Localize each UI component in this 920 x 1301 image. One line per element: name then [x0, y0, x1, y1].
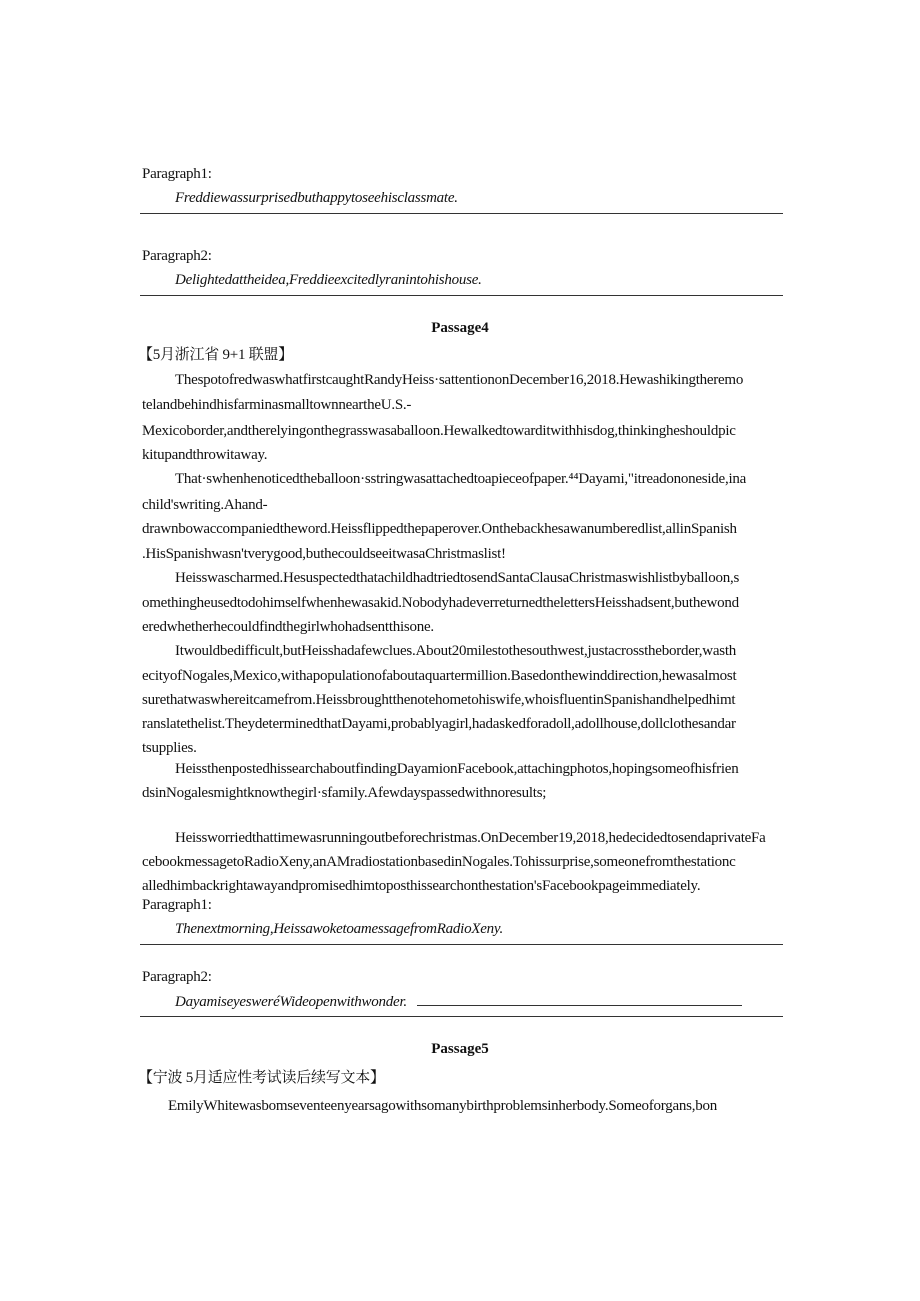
passage4-text-line: Heisswascharmed.HesuspectedthatachildhadtriedtosendSantaClausaChristmaswishlistbyballoon,s [175, 570, 740, 586]
passage4-text-line: .HisSpanishwasn'tverygood,buthecouldseeitwasaChristmaslist! [142, 546, 506, 562]
passage4-text-line: dsinNogalesmightknowthegirl·sfamily.Afewdayspassedwithnoresults; [142, 785, 547, 801]
passage4-text-line: cebookmessagetoRadioXeny,anAMradiostationbasedinNogales.Tohissurprise,someonefromthestationc [142, 854, 736, 870]
passage4-text-line: child'swriting.Ahand- [142, 497, 268, 513]
prev-paragraph1-label: Paragraph1: [142, 166, 212, 182]
passage4-text-line: Itwouldbedifficult,butHeisshadafewclues.About20milestothesouthwest,justacrosstheborder,wasth [175, 643, 737, 659]
passage4-paragraph2-label: Paragraph2: [142, 969, 212, 985]
passage4-paragraph1-text: Thenextmorning,HeissawoketoamessagefromRadioXeny. [175, 921, 503, 937]
passage5-title: Passage5 [431, 1041, 489, 1057]
passage5-line: EmilyWhitewasbomseventeenyearsagowithsomanybirthproblemsinherbody.Someoforgans,bon [168, 1098, 717, 1114]
prev-paragraph2-label: Paragraph2: [142, 248, 212, 264]
passage4-text-line: kitupandthrowitaway. [142, 447, 268, 463]
passage4-text-line: drawnbowaccompaniedtheword.Heissflippedthepaperover.Onthebackhesawanumberedlist,allinSpanish [142, 521, 737, 537]
passage5-source: 【宁波 5月适应性考试读后续写文本】 [138, 1070, 385, 1086]
passage4-text-line: surethatwaswhereitcamefrom.Heissbroughtthenotehometohiswife,whoisfluentinSpanishandhelpedhimt [142, 692, 736, 708]
passage4-text-line: eredwhetherhecouldfindthegirlwhohadsentthisone. [142, 619, 434, 635]
passage4-paragraph1-label: Paragraph1: [142, 897, 212, 913]
passage4-text-line: ranslatethelist.TheydeterminedthatDayami,probablyagirl,hadaskedforadoll,adollhouse,dollclothesandar [142, 716, 736, 732]
answer-rule [140, 944, 783, 945]
passage4-text-line: Heissworriedthattimewasrunningoutbeforechristmas.OnDecember19,2018,hedecidedtosendaprivateFa [175, 830, 766, 846]
answer-rule [140, 1016, 783, 1017]
passage4-text-line: omethingheusedtodohimselfwhenhewasakid.NobodyhadeverreturnedthelettersHeisshadsent,buthewond [142, 595, 739, 611]
passage4-text-line: telandbehindhisfarminasmalltownneartheU.S.- [142, 397, 412, 413]
passage4-text-line: alledhimbackrightawayandpromisedhimtoposthissearchonthestation'sFacebookpageimmediately. [142, 878, 701, 894]
passage4-paragraph2-text: DayamiseyesweréWideopenwithwonder. [175, 994, 407, 1010]
passage4-title: Passage4 [431, 320, 489, 336]
passage4-text-line: tsupplies. [142, 740, 197, 756]
passage4-text-line: HeissthenpostedhissearchaboutfindingDayamionFacebook,attachingphotos,hopingsomeofhisfrien [175, 761, 739, 777]
passage4-text-line: ThespotofredwaswhatfirstcaughtRandyHeiss·sattentiononDecember16,2018.Hewashikingtheremo [175, 372, 744, 388]
answer-rule [140, 213, 783, 214]
prev-paragraph2-text: Delightedattheidea,Freddieexcitedlyranintohishouse. [175, 272, 482, 288]
passage4-text-line: Mexicoborder,andtherelyingonthegrasswasaballoon.Hewalkedtowarditwithhisdog,thinkingheshouldpic [142, 423, 736, 439]
answer-blank[interactable] [417, 991, 742, 1006]
passage4-source: 【5月浙江省 9+1 联盟】 [138, 347, 293, 363]
passage4-text-line: ecityofNogales,Mexico,withapopulationofaboutaquartermillion.Basedonthewinddirection,hewasalmost [142, 668, 737, 684]
answer-rule [140, 295, 783, 296]
passage4-paragraph2-line [175, 991, 742, 1012]
prev-paragraph1-text: Freddiewassurprisedbuthappytoseehisclassmate. [175, 190, 458, 206]
passage4-text-line: That·swhenhenoticedtheballoon·sstringwasattachedtoapieceofpaper.⁴⁴Dayami,"itreadononeside,ina [175, 471, 747, 487]
